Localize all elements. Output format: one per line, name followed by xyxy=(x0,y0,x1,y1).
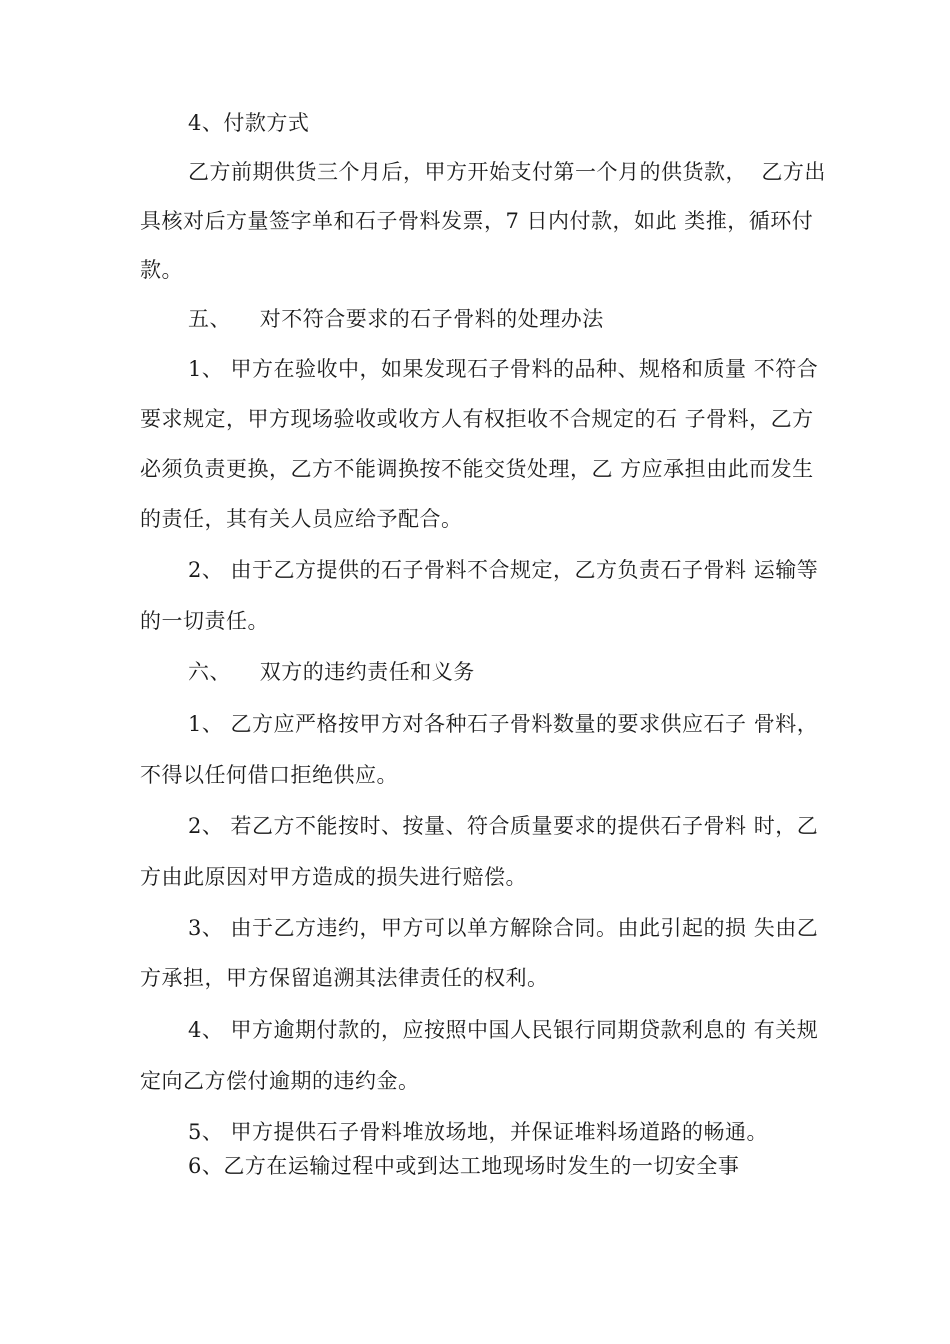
payment-method-heading: 4、付款方式 xyxy=(188,111,310,135)
section-five-item-2-line-2: 的一切责任。 xyxy=(140,609,269,633)
section-six-item-6-line-1: 6、乙方在运输过程中或到达工地现场时发生的一切安全事 xyxy=(188,1154,740,1178)
section-six-item-4-line-2: 定向乙方偿付逾期的违约金。 xyxy=(140,1069,420,1093)
section-six-item-1-line-2: 不得以任何借口拒绝供应。 xyxy=(140,763,398,787)
section-five-item-1-line-4: 的责任，其有关人员应给予配合。 xyxy=(140,507,463,531)
section-six-item-3-line-1: 3、 由于乙方违约，甲方可以单方解除合同。由此引起的损 失由乙 xyxy=(188,916,819,940)
section-six-item-2-line-2: 方由此原因对甲方造成的损失进行赔偿。 xyxy=(140,865,527,889)
section-six-item-2-line-1: 2、 若乙方不能按时、按量、符合质量要求的提供石子骨料 时，乙 xyxy=(188,814,819,838)
payment-paragraph-line-3: 款。 xyxy=(140,258,183,282)
section-five-item-1-line-3: 必须负责更换，乙方不能调换按不能交货处理，乙 方应承担由此而发生 xyxy=(140,457,814,481)
section-six-item-5-line-1: 5、 甲方提供石子骨料堆放场地，并保证堆料场道路的畅通。 xyxy=(188,1120,769,1144)
section-six-item-3-line-2: 方承担，甲方保留追溯其法律责任的权利。 xyxy=(140,966,549,990)
section-six-heading: 六、 双方的违约责任和义务 xyxy=(188,660,475,684)
section-six-item-1-line-1: 1、 乙方应严格按甲方对各种石子骨料数量的要求供应石子 骨料， xyxy=(188,712,819,736)
payment-paragraph-line-2: 具核对后方量签字单和石子骨料发票，7 日内付款，如此 类推，循环付 xyxy=(140,209,814,233)
section-five-item-2-line-1: 2、 由于乙方提供的石子骨料不合规定，乙方负责石子骨料 运输等 xyxy=(188,558,819,582)
section-five-item-1-line-2: 要求规定，甲方现场验收或收方人有权拒收不合规定的石 子骨料，乙方 xyxy=(140,407,814,431)
payment-paragraph-line-1: 乙方前期供货三个月后，甲方开始支付第一个月的供货款， 乙方出 xyxy=(188,160,826,184)
section-five-item-1-line-1: 1、 甲方在验收中，如果发现石子骨料的品种、规格和质量 不符合 xyxy=(188,357,819,381)
section-five-heading: 五、 对不符合要求的石子骨料的处理办法 xyxy=(188,307,604,331)
section-six-item-4-line-1: 4、 甲方逾期付款的，应按照中国人民银行同期贷款利息的 有关规 xyxy=(188,1018,819,1042)
